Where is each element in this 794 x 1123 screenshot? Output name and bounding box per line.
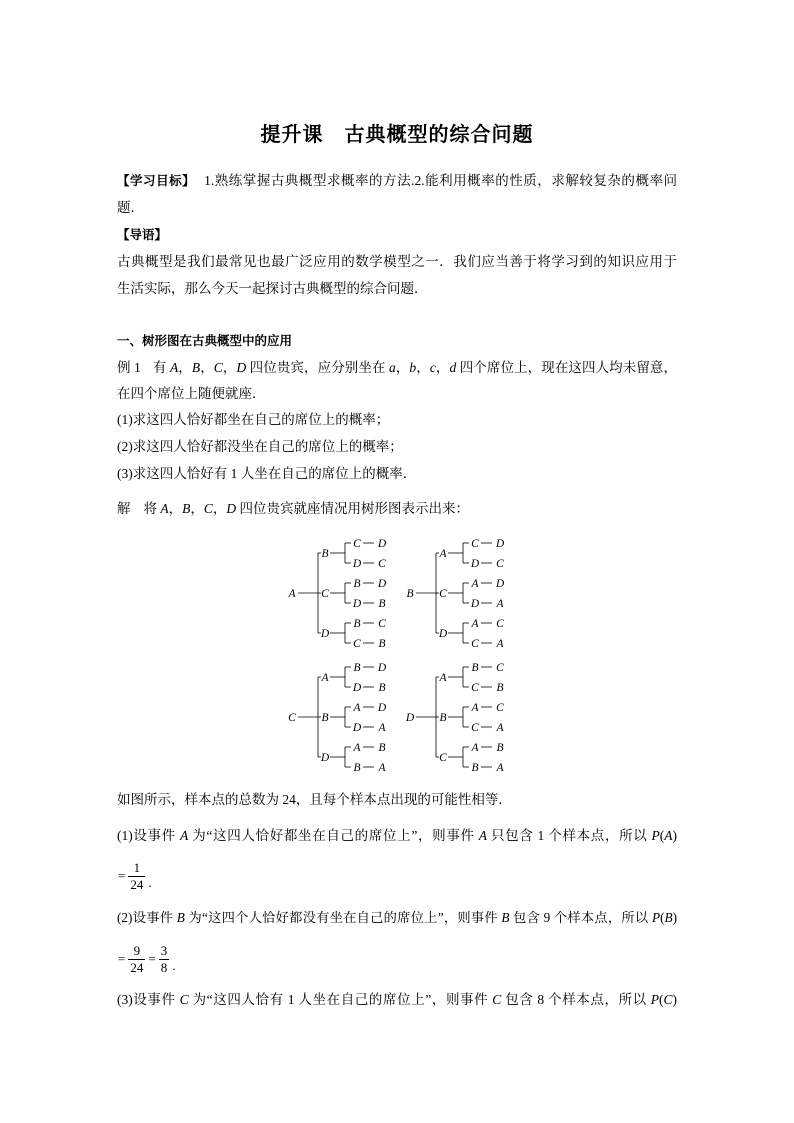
tree-branch-label: B	[321, 712, 329, 724]
solution-part-2	[117, 908, 677, 928]
tree-leaf-label: C	[471, 538, 479, 550]
probability-b-equation	[118, 939, 175, 979]
tree-leaf-label: C	[353, 638, 361, 650]
tree-leaf-label: C	[378, 618, 386, 630]
objectives-text: 1.熟练掌握古典概型求概率的方法.2.能利用概率的性质，求解较复杂的概率问	[204, 173, 677, 188]
tree-branch-label: C	[439, 752, 447, 764]
tree-leaf-label: A	[471, 618, 479, 630]
tree-leaf-label: A	[471, 702, 479, 714]
solution-intro: 将 A，B，C，D 四位贵宾就座情况用树形图表示出来：	[143, 501, 470, 516]
math-variable: P	[650, 992, 659, 1007]
tree-branch-label: C	[439, 588, 447, 600]
math-variable: B	[664, 910, 673, 925]
math-variable: A	[160, 501, 169, 516]
tree-leaf-label: C	[471, 638, 479, 650]
tree-leaf-label: C	[496, 618, 504, 630]
tree-leaf-label: B	[353, 762, 361, 774]
introduction-label-line	[117, 225, 677, 245]
example-line-1	[117, 358, 677, 378]
math-variable: C	[492, 992, 502, 1007]
math-variable: a	[389, 360, 396, 375]
tree-leaf-label: D	[352, 722, 362, 734]
tree-branch-label: B	[321, 548, 329, 560]
equals-sign: =	[118, 868, 126, 883]
tree-leaf-label: C	[353, 538, 361, 550]
tree-leaf-label: D	[377, 578, 387, 590]
tree-leaf-label: A	[496, 598, 504, 610]
math-variable: C	[203, 501, 213, 516]
period: .	[148, 875, 152, 890]
page-title: 提升课 古典概型的综合问题	[260, 124, 534, 146]
objectives-line-1	[117, 171, 677, 191]
math-variable: A	[664, 828, 673, 843]
tree-root-label: C	[288, 712, 296, 724]
introduction-text: 生活实际，那么今天一起探讨古典概型的综合问题．	[117, 281, 428, 296]
tree-leaf-label: C	[496, 558, 504, 570]
tree-leaf-label: A	[353, 742, 361, 754]
math-variable: B	[501, 910, 510, 925]
tree-leaf-label: D	[495, 538, 505, 550]
tree-leaf-label: A	[378, 722, 386, 734]
math-variable: P	[651, 910, 661, 925]
tree-branch-label: A	[439, 548, 447, 560]
math-variable: C	[663, 992, 673, 1007]
equals-sign: =	[118, 951, 126, 966]
solution-part-1-text: (1)设事件 A 为“这四人恰好都坐在自己的席位上”，则事件 A 只包含 1 个样本点，所以 P(A)	[117, 828, 677, 843]
fraction	[128, 943, 145, 976]
tree-leaf-label: C	[378, 558, 386, 570]
tree-root-label: A	[288, 588, 296, 600]
objectives-text: 题．	[117, 200, 144, 215]
tree-leaf-label: B	[496, 682, 504, 694]
tree-root-label: B	[406, 588, 414, 600]
math-variable: B	[176, 910, 185, 925]
solution-summary: 如图所示，样本点的总数为 24，且每个样本点出现的可能性相等．	[117, 792, 512, 807]
example-label: 例 1	[117, 360, 141, 375]
tree-leaf-label: A	[496, 638, 504, 650]
solution-part-3	[117, 990, 677, 1010]
tree-branch-label: B	[439, 712, 447, 724]
fraction-denominator: 8	[160, 959, 168, 975]
tree-leaf-label: D	[495, 578, 505, 590]
tree-leaf-label: B	[378, 682, 386, 694]
section-heading: 一、树形图在古典概型中的应用	[117, 334, 293, 348]
tree-leaf-label: D	[470, 558, 480, 570]
math-variable: d	[449, 360, 457, 375]
solution-part-3-text: (3)设事件 C 为“这四人恰有 1 人坐在自己的席位上”，则事件 C 包含 8 个样本点，所以 P(C)	[117, 992, 678, 1007]
question-1	[117, 410, 677, 430]
question-text: (2)求这四人恰好都没坐在自己的席位上的概率；	[117, 439, 403, 454]
tree-leaf-label: C	[496, 702, 504, 714]
tree-branch-label: D	[320, 628, 330, 640]
probability-a-equation	[118, 856, 152, 896]
solution-label: 解	[117, 501, 131, 516]
solution-intro-line	[117, 499, 677, 519]
tree-branch-label: D	[320, 752, 330, 764]
tree-leaf-label: A	[471, 578, 479, 590]
tree-leaf-label: B	[353, 578, 361, 590]
math-variable: A	[478, 828, 487, 843]
tree-leaf-label: D	[352, 682, 362, 694]
tree-leaf-label: A	[378, 762, 386, 774]
example-text: 有 A，B，C，D 四位贵宾，应分别坐在 a，b，c，d 四个席位上，现在这四人均未留意，	[152, 360, 678, 375]
tree-leaf-label: B	[378, 638, 386, 650]
tree-leaf-label: A	[496, 762, 504, 774]
tree-leaf-label: B	[353, 662, 361, 674]
fraction-numerator: 3	[160, 942, 168, 958]
tree-leaf-label: B	[353, 618, 361, 630]
tree-leaf-label: D	[352, 598, 362, 610]
question-text: (1)求这四人恰好都坐在自己的席位上的概率；	[117, 412, 390, 427]
solution-part-2-text: (2)设事件 B 为“这四个人恰好都没有坐在自己的席位上”，则事件 B 包含 9 个样本点，所以 P(B)	[117, 910, 677, 925]
introduction-line-1	[117, 252, 677, 272]
equals-sign: =	[148, 951, 156, 966]
math-variable: B	[191, 360, 201, 375]
tree-diagram	[270, 525, 530, 785]
objectives-label: 【学习目标】	[117, 174, 196, 188]
math-variable: B	[182, 501, 191, 516]
tree-leaf-label: D	[377, 538, 387, 550]
math-variable: c	[429, 360, 436, 375]
question-2	[117, 437, 677, 457]
tree-leaf-label: D	[470, 598, 480, 610]
tree-leaf-label: D	[377, 662, 387, 674]
tree-leaf-label: C	[496, 662, 504, 674]
fraction	[159, 943, 170, 976]
math-variable: P	[651, 828, 660, 843]
tree-branch-label: A	[439, 672, 447, 684]
tree-leaf-label: B	[378, 742, 386, 754]
tree-root-label: D	[405, 712, 415, 724]
math-variable: b	[409, 360, 417, 375]
tree-leaf-label: A	[471, 742, 479, 754]
solution-summary-line	[117, 790, 677, 810]
tree-leaf-label: A	[496, 722, 504, 734]
math-variable: C	[179, 992, 189, 1007]
fraction-numerator: 9	[128, 943, 145, 960]
tree-branch-label: A	[321, 672, 329, 684]
fraction-denominator: 24	[130, 959, 144, 975]
question-text: (3)求这四人恰好有 1 人坐在自己的席位上的概率．	[117, 466, 417, 481]
tree-branch-label: D	[438, 628, 448, 640]
math-variable: D	[236, 360, 247, 375]
math-variable: D	[226, 501, 237, 516]
solution-part-1	[117, 826, 677, 846]
introduction-text: 古典概型是我们最常见也最广泛应用的数学模型之一．我们应当善于将学习到的知识应用于	[117, 254, 677, 269]
tree-leaf-label: B	[471, 762, 479, 774]
math-variable: A	[179, 828, 189, 843]
objectives-line-2	[117, 198, 677, 218]
section-heading-line	[117, 331, 677, 351]
math-variable: A	[169, 360, 179, 375]
tree-leaf-label: D	[352, 558, 362, 570]
period: .	[172, 958, 176, 973]
tree-leaf-label: C	[471, 682, 479, 694]
example-line-2	[117, 384, 677, 404]
fraction	[128, 860, 145, 893]
fraction-numerator: 1	[128, 860, 145, 877]
math-variable: C	[213, 360, 223, 375]
fraction-denominator: 24	[130, 876, 144, 892]
tree-leaf-label: B	[378, 598, 386, 610]
tree-leaf-label: C	[471, 722, 479, 734]
question-3	[117, 464, 677, 484]
example-text: 在四个席位上随便就座．	[117, 386, 266, 401]
introduction-label: 【导语】	[117, 228, 168, 242]
introduction-line-2	[117, 279, 677, 299]
tree-leaf-label: D	[377, 702, 387, 714]
tree-leaf-label: B	[471, 662, 479, 674]
tree-branch-label: C	[321, 588, 329, 600]
tree-leaf-label: B	[496, 742, 504, 754]
tree-leaf-label: A	[353, 702, 361, 714]
